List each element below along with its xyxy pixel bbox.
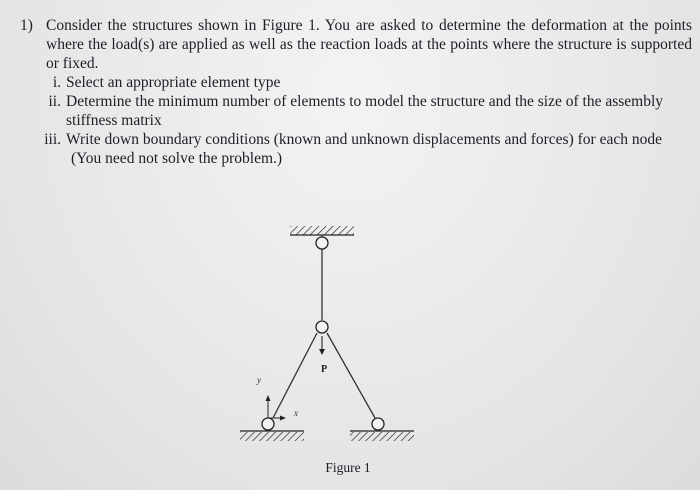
right-support-pin: [372, 418, 384, 430]
question-text: Consider the structures shown in Figure 1. You are asked to determine the deformation at the points where the load(s) are applied as well as the reaction loads at the points where the structure is supported or fixed.: [46, 17, 692, 72]
question-number: 1): [20, 17, 33, 34]
axis-x-label: x: [294, 408, 298, 418]
sub-question-numeral: ii.: [48, 93, 61, 110]
sub-question-text: Determine the minimum number of elements to model the structure and the size of the assembly stiffness matrix: [66, 93, 664, 129]
right-inclined-member: [327, 333, 375, 418]
solve-note: (You need not solve the problem.): [71, 150, 283, 167]
load-label: P: [321, 364, 328, 375]
figure-caption: Figure 1: [325, 460, 371, 475]
sub-question-numeral: i.: [52, 74, 61, 91]
axis-y-label: y: [257, 375, 261, 385]
middle-pin-joint: [316, 321, 328, 333]
sub-question-text: Select an appropriate element type: [66, 74, 281, 91]
load-arrow: [319, 336, 325, 355]
left-support-pin: [262, 418, 274, 430]
left-inclined-member: [273, 333, 317, 418]
left-ground-support: [240, 431, 304, 441]
sub-question-text: Write down boundary conditions (known and unknown displacements and forces) for each node: [66, 131, 662, 148]
sub-question-numeral: iii.: [44, 131, 61, 148]
right-ground-support: [350, 431, 414, 441]
top-pin-joint: [316, 237, 328, 249]
